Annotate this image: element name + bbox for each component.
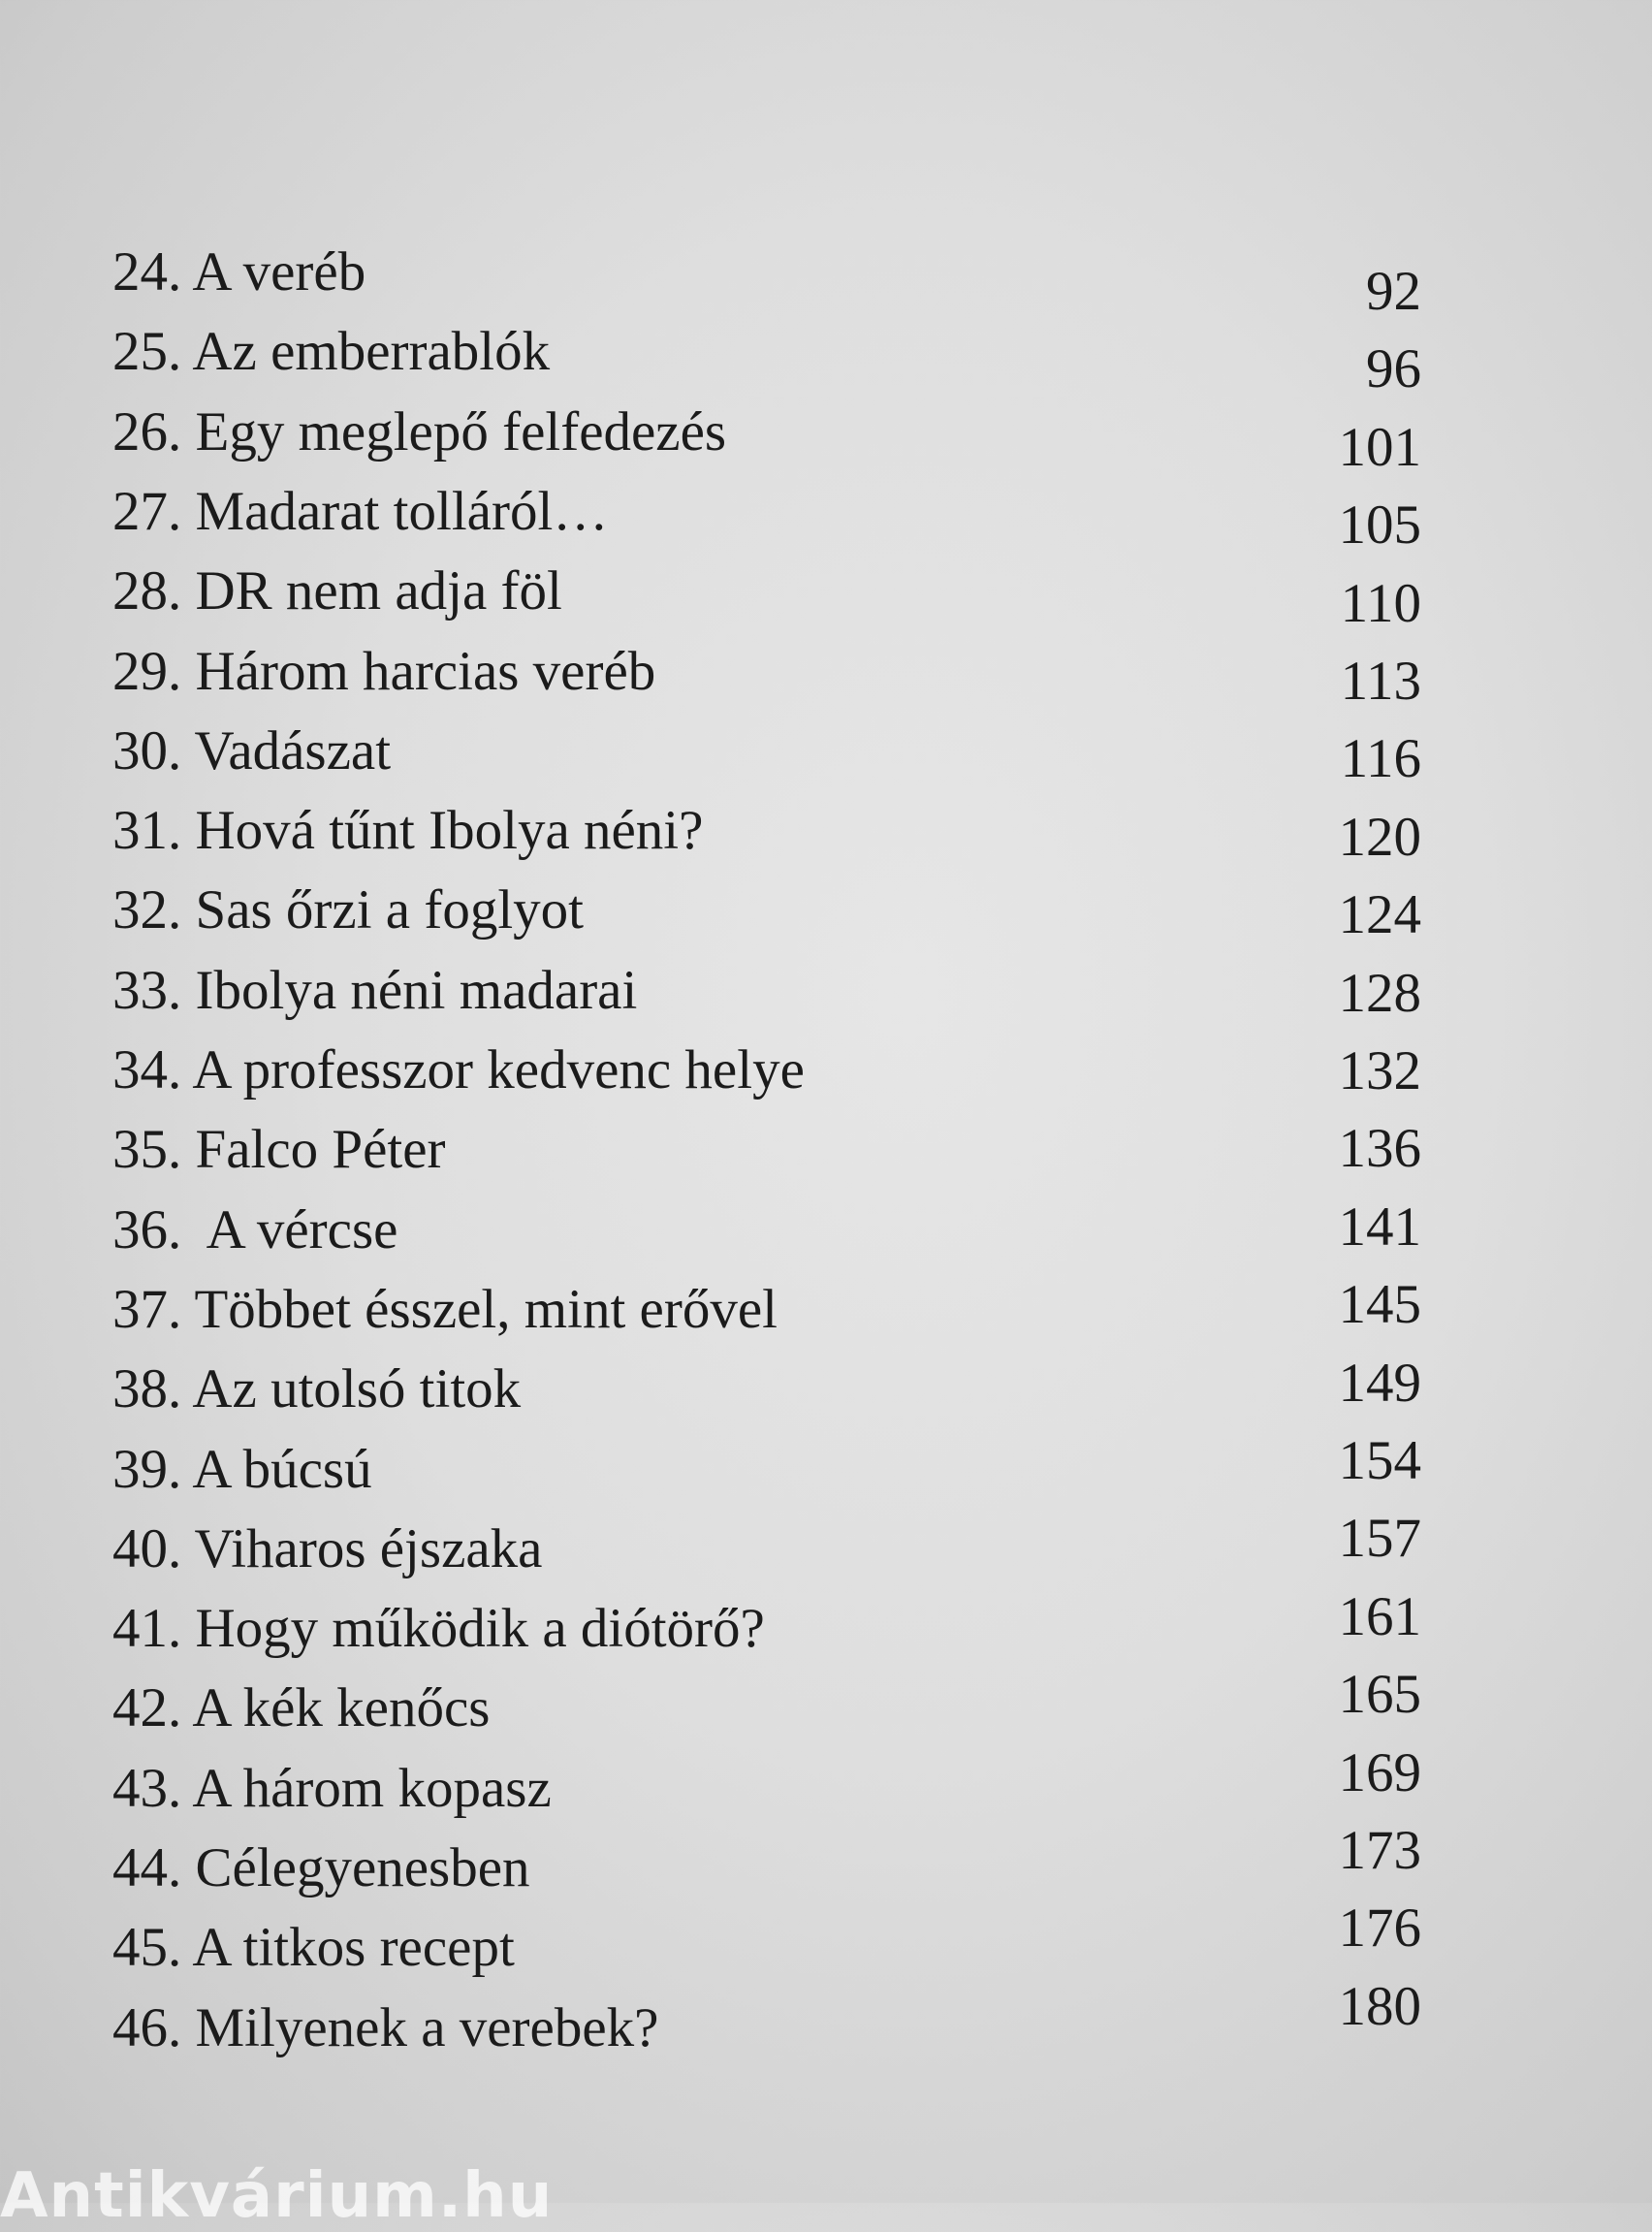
toc-entry-page: 176 — [1338, 1897, 1421, 1960]
toc-entry-title: 32. Sas őrzi a foglyot — [112, 879, 585, 941]
toc-entry-title: 25. Az emberrablók — [112, 321, 551, 383]
toc-entry-page: 145 — [1338, 1274, 1421, 1336]
toc-entry-page: 157 — [1338, 1508, 1421, 1570]
toc-entry-title: 45. A titkos recept — [112, 1917, 515, 1979]
toc-entry-page: 169 — [1338, 1741, 1421, 1803]
toc-entry-title: 29. Három harcias veréb — [112, 640, 656, 702]
toc-entry-page: 120 — [1338, 806, 1421, 868]
toc-entry-page: 105 — [1338, 494, 1421, 557]
toc-entry-page: 173 — [1338, 1820, 1421, 1881]
toc-entry-page: 92 — [1366, 261, 1421, 322]
toc-entry-page: 161 — [1338, 1585, 1421, 1647]
toc-entry-title: 38. Az utolsó titok — [112, 1358, 522, 1420]
toc-entry-page: 116 — [1340, 728, 1421, 790]
toc-entry-page: 113 — [1340, 651, 1421, 712]
toc-entry-page: 96 — [1366, 338, 1421, 400]
toc-entry-page: 165 — [1338, 1664, 1421, 1726]
toc-entry-title: 43. A három kopasz — [112, 1757, 552, 1819]
toc-entry-title: 46. Milyenek a verebek? — [112, 1996, 659, 2058]
toc-entry-title: 34. A professzor kedvenc helye — [112, 1039, 805, 1100]
toc-entry-title: 42. A kék kenőcs — [112, 1677, 491, 1739]
toc-entry-page: 124 — [1338, 884, 1421, 946]
watermark: Antikvárium.hu — [0, 2160, 554, 2232]
toc-entry-page: 101 — [1338, 416, 1421, 478]
toc-entry-title: 27. Madarat tolláról… — [112, 480, 609, 542]
toc-entry-title: 37. Többet ésszel, mint erővel — [112, 1278, 778, 1340]
toc-entry-title: 39. A búcsú — [112, 1438, 372, 1500]
toc-entry-page: 132 — [1338, 1040, 1421, 1101]
toc-entry-page: 180 — [1338, 1975, 1421, 2037]
toc-entry-title: 41. Hogy működik a diótörő? — [112, 1598, 765, 1660]
toc-entry-title: 28. DR nem adja föl — [112, 560, 562, 622]
toc-entry-page: 128 — [1338, 962, 1421, 1024]
toc-entry-title: 33. Ibolya néni madarai — [112, 959, 638, 1021]
toc-entry-title: 24. A veréb — [112, 241, 366, 303]
toc-entry-page: 154 — [1338, 1430, 1421, 1491]
toc-entry-title: 30. Vadászat — [112, 719, 392, 781]
toc-entry-page: 141 — [1338, 1196, 1421, 1258]
toc-entry-page: 110 — [1340, 572, 1421, 634]
toc-entry-title: 40. Viharos éjszaka — [112, 1517, 543, 1579]
toc-entry-page: 149 — [1338, 1352, 1421, 1414]
toc-entry-title: 35. Falco Péter — [112, 1119, 446, 1181]
toc-entry-title: 36. A vércse — [112, 1198, 398, 1260]
toc-entry-title: 31. Hová tűnt Ibolya néni? — [112, 800, 704, 862]
toc-entry-title: 44. Célegyenesben — [112, 1837, 530, 1898]
toc-entry-page: 136 — [1338, 1118, 1421, 1180]
toc-entry-title: 26. Egy meglepő felfedezés — [112, 400, 727, 462]
